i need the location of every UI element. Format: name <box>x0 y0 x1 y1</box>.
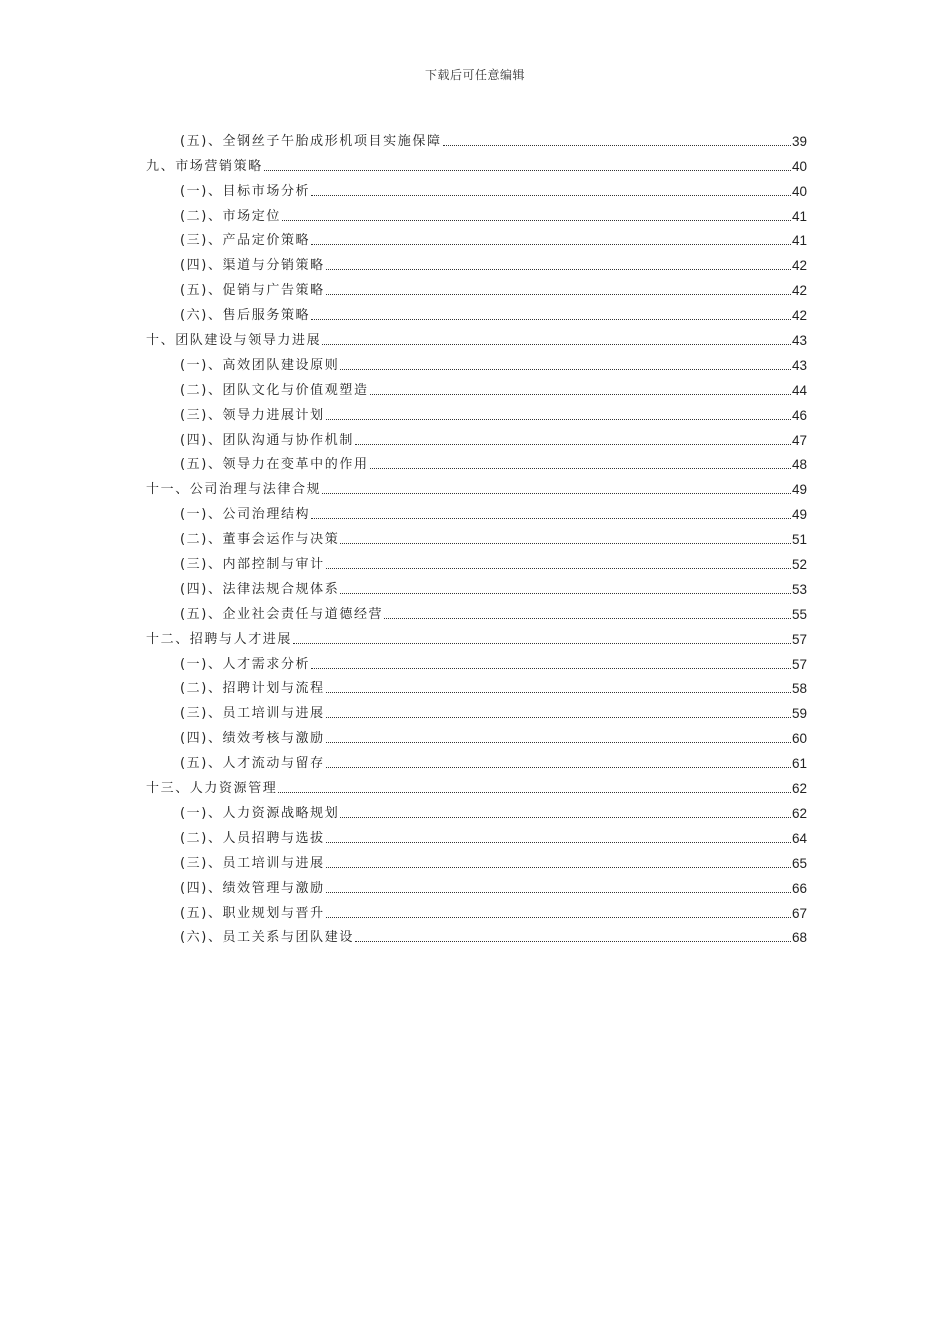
toc-entry[interactable] <box>146 922 807 947</box>
table-of-contents <box>146 125 807 946</box>
toc-entry-page-number: 66 <box>791 880 807 896</box>
toc-entry-page-number: 49 <box>791 482 807 498</box>
toc-dot-leader <box>370 394 791 395</box>
toc-entry-page-number: 46 <box>791 407 807 423</box>
toc-dot-leader <box>326 867 791 868</box>
toc-dot-leader <box>322 493 791 494</box>
toc-entry-page-number: 42 <box>791 283 807 299</box>
toc-entry-page-number: 52 <box>791 557 807 573</box>
toc-entry[interactable] <box>146 623 807 648</box>
toc-entry[interactable] <box>146 424 807 449</box>
toc-dot-leader <box>370 468 791 469</box>
toc-entry-page-number: 40 <box>791 158 807 174</box>
toc-entry-title: (五)、人才流动与留存 <box>180 756 325 772</box>
toc-entry[interactable] <box>146 772 807 797</box>
toc-entry[interactable] <box>146 747 807 772</box>
toc-dot-leader <box>264 170 791 171</box>
toc-entry[interactable] <box>146 274 807 299</box>
toc-entry-title: (一)、高效团队建设原则 <box>180 357 340 373</box>
toc-dot-leader <box>278 792 791 793</box>
toc-entry-page-number: 44 <box>791 382 807 398</box>
page-header: 下载后可任意编辑 <box>424 68 525 82</box>
toc-entry[interactable] <box>146 722 807 747</box>
toc-entry-title: (六)、员工关系与团队建设 <box>180 930 354 946</box>
toc-entry-page-number: 43 <box>791 333 807 349</box>
toc-entry-page-number: 40 <box>791 183 807 199</box>
toc-dot-leader <box>326 568 791 569</box>
toc-entry[interactable] <box>146 648 807 673</box>
toc-entry-title: (一)、目标市场分析 <box>180 183 311 199</box>
toc-dot-leader <box>326 692 791 693</box>
toc-entry[interactable] <box>146 797 807 822</box>
toc-entry-page-number: 47 <box>791 432 807 448</box>
toc-entry[interactable] <box>146 349 807 374</box>
toc-entry-title: (二)、团队文化与价值观塑造 <box>180 382 369 398</box>
toc-entry-page-number: 55 <box>791 606 807 622</box>
toc-entry-title: (二)、市场定位 <box>180 208 281 224</box>
toc-entry-title: (四)、法律法规合规体系 <box>180 581 340 597</box>
toc-entry-page-number: 62 <box>791 781 807 797</box>
toc-entry-title: (五)、领导力在变革中的作用 <box>180 457 369 473</box>
toc-entry-page-number: 42 <box>791 308 807 324</box>
toc-entry[interactable] <box>146 399 807 424</box>
toc-entry[interactable] <box>146 324 807 349</box>
toc-dot-leader <box>340 817 791 818</box>
toc-entry[interactable] <box>146 225 807 250</box>
toc-entry-title: (二)、人员招聘与选拔 <box>180 830 325 846</box>
toc-entry[interactable] <box>146 598 807 623</box>
toc-entry-page-number: 51 <box>791 532 807 548</box>
toc-entry[interactable] <box>146 523 807 548</box>
toc-dot-leader <box>311 195 791 196</box>
toc-entry-page-number: 65 <box>791 855 807 871</box>
toc-entry[interactable] <box>146 200 807 225</box>
toc-entry-page-number: 62 <box>791 805 807 821</box>
toc-entry-page-number: 41 <box>791 208 807 224</box>
toc-entry[interactable] <box>146 673 807 698</box>
toc-dot-leader <box>326 917 791 918</box>
toc-entry-title: (四)、绩效管理与激励 <box>180 880 325 896</box>
toc-entry-title: (五)、职业规划与晋升 <box>180 905 325 921</box>
toc-entry-title: (五)、全钢丝子午胎成形机项目实施保障 <box>180 133 442 149</box>
toc-entry[interactable] <box>146 125 807 150</box>
toc-entry-page-number: 61 <box>791 756 807 772</box>
toc-entry-page-number: 57 <box>791 656 807 672</box>
toc-entry-title: (三)、员工培训与进展 <box>180 855 325 871</box>
toc-dot-leader <box>340 369 791 370</box>
toc-entry-page-number: 67 <box>791 905 807 921</box>
toc-entry-title: (三)、产品定价策略 <box>180 233 311 249</box>
toc-entry-page-number: 48 <box>791 457 807 473</box>
toc-dot-leader <box>326 842 791 843</box>
toc-entry-title: 十二、招聘与人才进展 <box>146 631 293 647</box>
toc-dot-leader <box>322 344 791 345</box>
toc-entry-title: (五)、企业社会责任与道德经营 <box>180 606 384 622</box>
toc-entry-title: (五)、促销与广告策略 <box>180 283 325 299</box>
toc-entry-page-number: 53 <box>791 581 807 597</box>
toc-entry[interactable] <box>146 449 807 474</box>
toc-dot-leader <box>326 717 791 718</box>
toc-entry-title: (一)、人力资源战略规划 <box>180 805 340 821</box>
toc-entry-title: (四)、团队沟通与协作机制 <box>180 432 354 448</box>
toc-entry-title: (三)、员工培训与进展 <box>180 706 325 722</box>
toc-dot-leader <box>384 618 791 619</box>
toc-entry[interactable] <box>146 897 807 922</box>
toc-entry-title: (三)、内部控制与审计 <box>180 557 325 573</box>
toc-entry[interactable] <box>146 872 807 897</box>
toc-entry-title: 九、市场营销策略 <box>146 158 263 174</box>
toc-entry-title: (四)、绩效考核与激励 <box>180 731 325 747</box>
toc-entry-page-number: 39 <box>791 133 807 149</box>
toc-entry-title: 十一、公司治理与法律合规 <box>146 482 322 498</box>
toc-entry-title: (四)、渠道与分销策略 <box>180 258 325 274</box>
toc-entry-page-number: 49 <box>791 507 807 523</box>
toc-entry-page-number: 68 <box>791 930 807 946</box>
toc-entry[interactable] <box>146 847 807 872</box>
toc-entry[interactable] <box>146 548 807 573</box>
toc-entry-title: (六)、售后服务策略 <box>180 308 311 324</box>
toc-dot-leader <box>326 767 791 768</box>
toc-entry[interactable] <box>146 374 807 399</box>
toc-entry[interactable] <box>146 150 807 175</box>
toc-entry[interactable] <box>146 473 807 498</box>
toc-dot-leader <box>311 319 791 320</box>
toc-entry[interactable] <box>146 498 807 523</box>
toc-entry-page-number: 64 <box>791 830 807 846</box>
toc-entry-page-number: 57 <box>791 631 807 647</box>
toc-dot-leader <box>443 145 791 146</box>
toc-dot-leader <box>326 742 791 743</box>
toc-entry[interactable] <box>146 299 807 324</box>
toc-entry-page-number: 59 <box>791 706 807 722</box>
toc-entry-title: (三)、领导力进展计划 <box>180 407 325 423</box>
toc-entry-page-number: 58 <box>791 681 807 697</box>
toc-dot-leader <box>326 419 791 420</box>
toc-entry-page-number: 43 <box>791 357 807 373</box>
toc-dot-leader <box>340 543 791 544</box>
toc-entry-title: (一)、公司治理结构 <box>180 507 311 523</box>
toc-entry[interactable] <box>146 249 807 274</box>
toc-dot-leader <box>326 294 791 295</box>
toc-entry-title: 十、团队建设与领导力进展 <box>146 333 322 349</box>
toc-dot-leader <box>293 643 791 644</box>
toc-entry-title: (二)、董事会运作与决策 <box>180 532 340 548</box>
toc-dot-leader <box>326 892 791 893</box>
toc-entry-title: (二)、招聘计划与流程 <box>180 681 325 697</box>
toc-dot-leader <box>311 668 791 669</box>
toc-entry[interactable] <box>146 175 807 200</box>
toc-entry[interactable] <box>146 822 807 847</box>
toc-dot-leader <box>355 941 791 942</box>
toc-entry-page-number: 60 <box>791 731 807 747</box>
toc-dot-leader <box>355 444 791 445</box>
toc-dot-leader <box>340 593 791 594</box>
toc-entry-title: 十三、人力资源管理 <box>146 781 278 797</box>
toc-entry[interactable] <box>146 573 807 598</box>
toc-dot-leader <box>326 269 791 270</box>
toc-dot-leader <box>311 244 791 245</box>
toc-entry-title: (一)、人才需求分析 <box>180 656 311 672</box>
toc-entry[interactable] <box>146 697 807 722</box>
toc-entry-page-number: 42 <box>791 258 807 274</box>
toc-dot-leader <box>282 220 791 221</box>
toc-dot-leader <box>311 518 791 519</box>
toc-entry-page-number: 41 <box>791 233 807 249</box>
